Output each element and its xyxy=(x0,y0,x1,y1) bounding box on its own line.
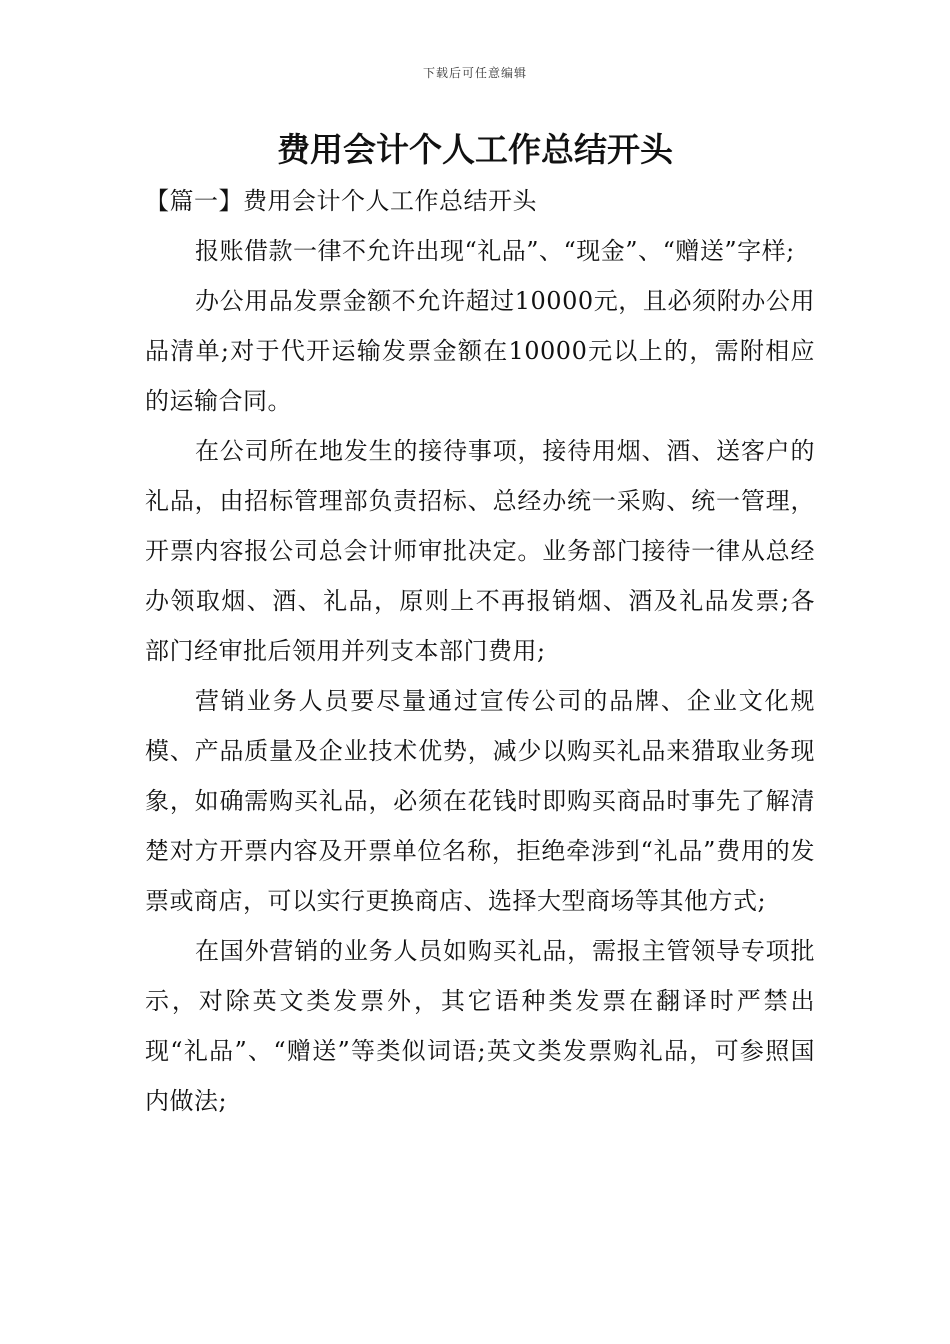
paragraph-5: 在国外营销的业务人员如购买礼品，需报主管领导专项批示，对除英文类发票外，其它语种类发票在翻译时严禁出现“礼品”、“赠送”等类似词语;英文类发票购礼品，可参照国内做法; xyxy=(145,937,815,1115)
section-heading: 【篇一】费用会计个人工作总结开头 xyxy=(145,187,537,215)
paragraph-2: 办公用品发票金额不允许超过10000元，且必须附办公用品清单;对于代开运输发票金额在10000元以上的，需附相应的运输合同。 xyxy=(145,287,815,415)
paragraph-3: 在公司所在地发生的接待事项，接待用烟、酒、送客户的礼品，由招标管理部负责招标、总经办统一采购、统一管理，开票内容报公司总会计师审批决定。业务部门接待一律从总经办领取烟、酒、礼品，原则上不再报销烟、酒及礼品发票;各部门经审批后领用并列支本部门费用; xyxy=(145,437,815,665)
paragraph-4: 营销业务人员要尽量通过宣传公司的品牌、企业文化规模、产品质量及企业技术优势，减少以购买礼品来猎取业务现象，如确需购买礼品，必须在花钱时即购买商品时事先了解清楚对方开票内容及开票单位名称，拒绝牵涉到“礼品”费用的发票或商店，可以实行更换商店、选择大型商场等其他方式; xyxy=(145,687,815,915)
header-note: 下载后可任意编辑 xyxy=(422,66,527,80)
document-title: 费用会计个人工作总结开头 xyxy=(277,130,673,169)
paragraph-1: 报账借款一律不允许出现“礼品”、“现金”、“赠送”字样; xyxy=(195,237,795,265)
document-body xyxy=(145,176,815,1126)
